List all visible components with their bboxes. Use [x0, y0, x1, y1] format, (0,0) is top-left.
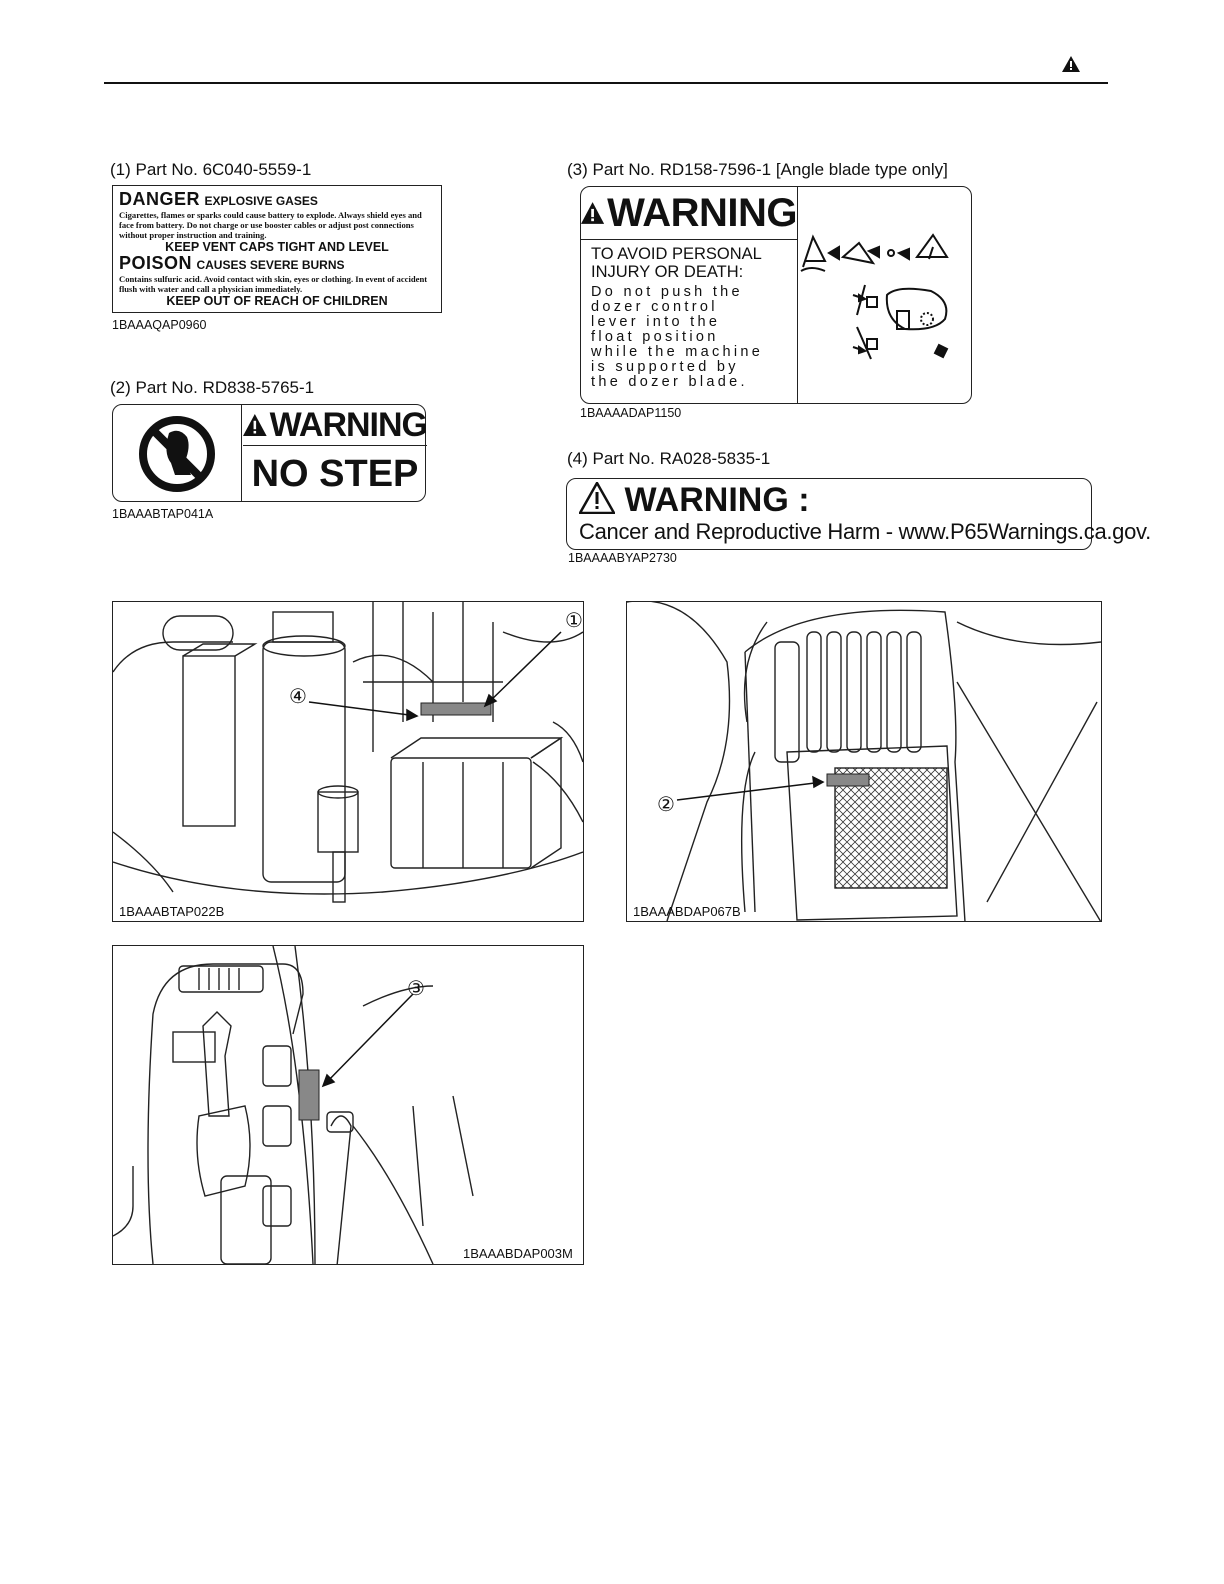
callout-2: ②	[657, 794, 675, 816]
grille-figure	[626, 601, 1102, 922]
label1-caption: (1) Part No. 6C040-5559-1	[110, 160, 312, 179]
callout-3: ③	[407, 978, 425, 1000]
lever-illustration	[113, 946, 583, 1264]
warning-triangle-icon	[1062, 56, 1080, 72]
dozer-body-line: float position	[591, 329, 719, 345]
dozer-body-line: the dozer blade.	[591, 374, 748, 390]
dozer-body-line: Do not push the	[591, 284, 743, 300]
dozer-warning-sub2: INJURY OR DEATH:	[591, 263, 744, 281]
label4-caption: (4) Part No. RA028-5835-1	[567, 449, 771, 468]
no-step-text: NO STEP	[251, 452, 419, 495]
no-step-warning-header	[243, 405, 427, 446]
dozer-body-line: is supported by	[591, 359, 739, 375]
dozer-warning-word: WARNING	[607, 190, 797, 235]
grille-illustration	[627, 602, 1101, 921]
p65-warning-text: Cancer and Reproductive Harm - www.P65Warnings.ca.gov.	[579, 519, 1151, 544]
label1-code: 1BAAAQAP0960	[112, 318, 207, 332]
dozer-body-line: lever into the	[591, 314, 721, 330]
dozer-warning-header	[581, 187, 797, 240]
dozer-warning-label	[580, 186, 972, 404]
dozer-warning-sub1: TO AVOID PERSONAL	[591, 245, 762, 263]
figure2-code: 1BAAABDAP067B	[633, 904, 741, 919]
p65-warning-word: WARNING :	[624, 481, 810, 519]
no-step-icon	[113, 405, 242, 501]
poison-text: Contains sulfuric acid. Avoid contact with skin, eyes or clothing. In event of accident flush with water and call a physician immediately.	[119, 274, 428, 294]
no-step-warning-word: WARNING	[269, 405, 427, 444]
p65-warning-label	[566, 478, 1151, 550]
danger-subtitle: EXPLOSIVE GASES	[204, 194, 318, 208]
callout-1: ①	[565, 610, 583, 632]
figure3-code: 1BAAABDAP003M	[463, 1246, 573, 1261]
poison-title: POISON	[119, 253, 193, 273]
dozer-body-line: dozer control	[591, 299, 718, 315]
label2-caption: (2) Part No. RD838-5765-1	[110, 378, 315, 397]
danger-text: Cigarettes, flames or sparks could cause battery to explode. Always shield eyes and face from battery. Do not charge or use booster cables or adjust post connections without proper instruction and training.	[119, 210, 422, 240]
figure1-code: 1BAAABTAP022B	[119, 904, 225, 919]
keep-out-text: KEEP OUT OF REACH OF CHILDREN	[166, 294, 388, 308]
lever-figure	[112, 945, 584, 1265]
keep-vent-text: KEEP VENT CAPS TIGHT AND LEVEL	[165, 240, 389, 254]
callout-4: ④	[289, 686, 307, 708]
label3-caption: (3) Part No. RD158-7596-1 [Angle blade type only]	[567, 160, 948, 179]
no-step-label	[112, 404, 426, 502]
label2-code: 1BAAABTAP041A	[112, 507, 214, 521]
header-rule	[104, 82, 1108, 84]
danger-label	[112, 185, 442, 313]
dozer-body-line: while the machine	[591, 344, 764, 360]
label4-code: 1BAAAABYAP2730	[568, 551, 677, 565]
dozer-pictogram	[799, 187, 971, 403]
danger-title: DANGER	[119, 189, 201, 209]
battery-illustration	[113, 602, 583, 921]
label3-code: 1BAAAADAP1150	[580, 406, 682, 420]
poison-subtitle: CAUSES SEVERE BURNS	[196, 258, 345, 272]
battery-figure	[112, 601, 584, 922]
